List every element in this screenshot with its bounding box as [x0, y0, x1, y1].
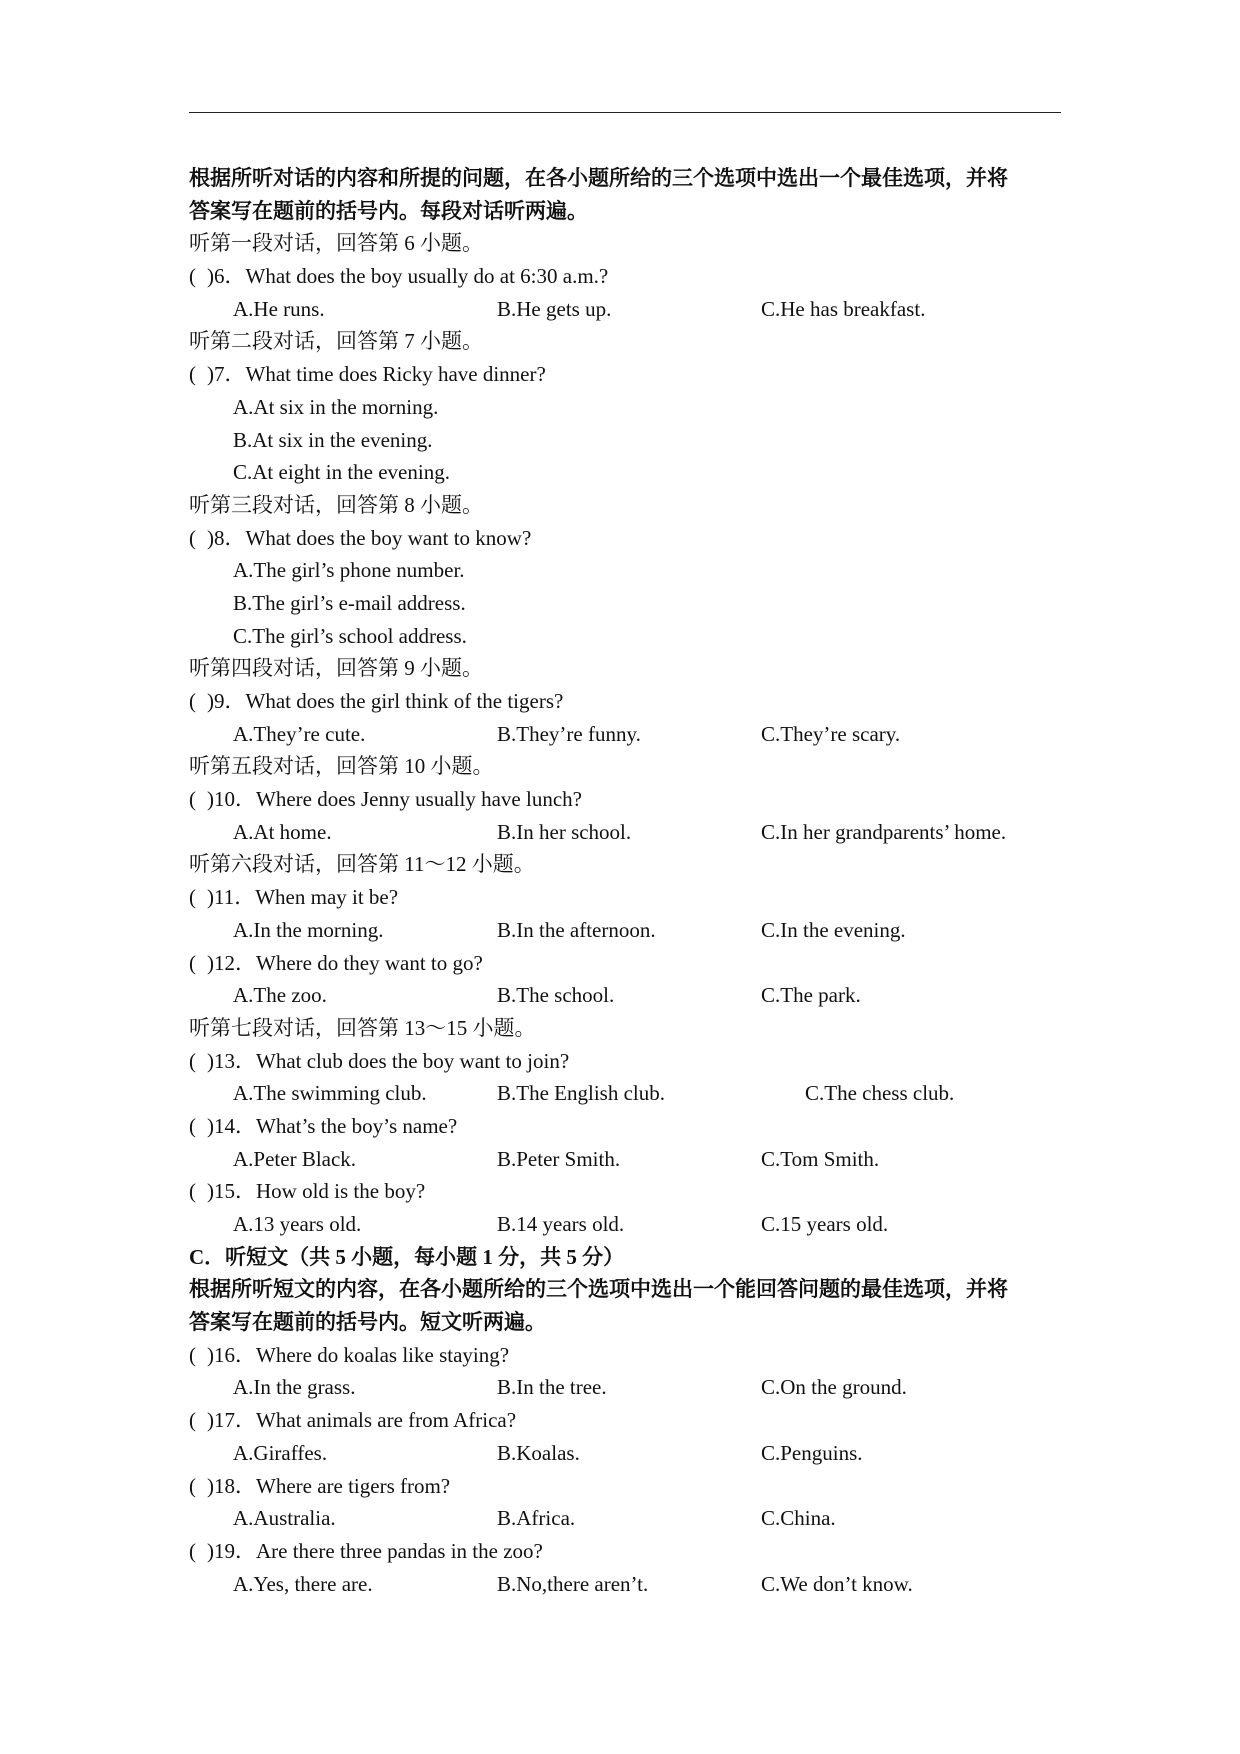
option-a: A.Yes, there are.: [233, 1571, 373, 1596]
answer-bracket[interactable]: (: [189, 362, 196, 387]
question-14: [189, 1110, 1069, 1143]
option-a: A.13 years old.: [233, 1212, 362, 1236]
option-c: C.In the evening.: [761, 917, 906, 942]
dialogue-heading: 听第六段对话，回答第 11～12 小题。: [189, 852, 535, 877]
option-b: B.They’re funny.: [497, 721, 641, 746]
option-b: B.Africa.: [497, 1506, 576, 1531]
options-row: [189, 816, 1069, 849]
option-c: C.The chess club.: [805, 1081, 955, 1106]
dialogue-heading: 听第七段对话，回答第 13～15 小题。: [189, 1015, 536, 1040]
option-c: C.On the ground.: [761, 1375, 907, 1400]
option-a: A.The swimming club.: [233, 1081, 427, 1106]
question-11: [189, 881, 1069, 914]
options-row: [189, 1568, 1069, 1601]
option-b: B.No,there aren’t.: [497, 1571, 649, 1596]
question-8: [189, 522, 1069, 555]
option-c: C.In her grandparents’ home.: [761, 819, 1007, 844]
instruction-line: 根据所听短文的内容，在各小题所给的三个选项中选出一个能回答问题的最佳选项，并将: [189, 1277, 1008, 1302]
option-b: B.In the afternoon.: [497, 917, 656, 942]
option-a: A.Peter Black.: [233, 1146, 357, 1171]
options-row: [189, 293, 1069, 326]
option-b: B.The girl’s e-mail address.: [233, 590, 466, 615]
question-12: [189, 947, 1069, 980]
option-a: A.Australia.: [233, 1506, 336, 1531]
header-rule: [189, 112, 1061, 113]
question-text: )15．How old is the boy?: [207, 1179, 426, 1204]
option-b: B.At six in the evening.: [233, 427, 433, 452]
answer-bracket[interactable]: (: [189, 950, 196, 975]
question-text: )11．When may it be?: [207, 885, 399, 910]
exam-content: [189, 162, 1069, 1600]
option-a: A.They’re cute.: [233, 721, 366, 746]
option-c: C.Penguins.: [761, 1440, 863, 1465]
question-text: )19．Are there three pandas in the zoo?: [207, 1538, 543, 1563]
question-7: [189, 358, 1069, 391]
option-a: A.Giraffes.: [233, 1440, 328, 1465]
answer-bracket[interactable]: (: [189, 1342, 196, 1367]
option-c: C.China.: [761, 1506, 836, 1531]
answer-bracket[interactable]: (: [189, 1408, 196, 1433]
dialogue-heading: 听第四段对话，回答第 9 小题。: [189, 656, 483, 681]
option-c: C.They’re scary.: [761, 721, 901, 746]
options-row: [189, 718, 1069, 751]
option-b: B.Koalas.: [497, 1440, 580, 1465]
option-a: A.The zoo.: [233, 983, 327, 1008]
question-text: )14．What’s the boy’s name?: [207, 1113, 458, 1138]
options-row: [189, 1502, 1069, 1535]
answer-bracket[interactable]: (: [189, 525, 196, 550]
answer-bracket[interactable]: (: [189, 689, 196, 713]
answer-bracket[interactable]: (: [189, 1179, 196, 1204]
options-row: [189, 914, 1069, 947]
answer-bracket[interactable]: (: [189, 264, 196, 289]
answer-bracket[interactable]: (: [189, 787, 196, 812]
answer-bracket[interactable]: (: [189, 1538, 196, 1563]
question-text: )16．Where do koalas like staying?: [207, 1342, 510, 1367]
option-c: C.The park.: [761, 983, 861, 1008]
answer-bracket[interactable]: (: [189, 1048, 196, 1073]
option-a: A.The girl’s phone number.: [233, 558, 465, 583]
question-10: [189, 783, 1069, 816]
option-c: C.He has breakfast.: [761, 296, 926, 321]
question-13: [189, 1045, 1069, 1078]
dialogue-heading: 听第二段对话，回答第 7 小题。: [189, 329, 483, 354]
dialogue-heading: 听第一段对话，回答第 6 小题。: [189, 231, 483, 256]
options-row: [189, 1077, 1069, 1110]
option-b: B.He gets up.: [497, 296, 612, 321]
option-b: B.In the tree.: [497, 1375, 607, 1400]
question-text: )18．Where are tigers from?: [207, 1473, 451, 1498]
option-b: B.In her school.: [497, 819, 632, 844]
options-row: [189, 1371, 1069, 1404]
question-16: [189, 1339, 1069, 1372]
instruction-line: 答案写在题前的括号内。短文听两遍。: [189, 1310, 546, 1335]
question-18: [189, 1470, 1069, 1503]
answer-bracket[interactable]: (: [189, 1113, 196, 1138]
option-c: C.15 years old.: [761, 1212, 889, 1236]
dialogue-heading: 听第五段对话，回答第 10 小题。: [189, 754, 494, 779]
question-text: )12．Where do they want to go?: [207, 950, 483, 975]
section-heading: C．听短文（共 5 小题，每小题 1 分，共 5 分）: [189, 1244, 625, 1269]
option-a: A.He runs.: [233, 296, 325, 321]
option-c: C.Tom Smith.: [761, 1146, 880, 1171]
options-row: [189, 1143, 1069, 1176]
instruction-line: 根据所听对话的内容和所提的问题，在各小题所给的三个选项中选出一个最佳选项，并将: [189, 166, 1008, 190]
options-row: [189, 1437, 1069, 1470]
question-text: )17．What animals are from Africa?: [207, 1408, 517, 1433]
option-b: B.14 years old.: [497, 1212, 625, 1236]
option-a: A.At six in the morning.: [233, 394, 439, 419]
question-text: )9．What does the girl think of the tigers?: [207, 689, 564, 713]
instruction-line: 答案写在题前的括号内。每段对话听两遍。: [189, 198, 588, 223]
question-9: [189, 685, 1069, 718]
option-b: B.The school.: [497, 983, 615, 1008]
option-a: A.In the morning.: [233, 917, 384, 942]
option-b: B.The English club.: [497, 1081, 665, 1106]
question-text: )6．What does the boy usually do at 6:30 a.m.?: [207, 264, 609, 289]
answer-bracket[interactable]: (: [189, 1473, 196, 1498]
question-17: [189, 1404, 1069, 1437]
question-6: [189, 260, 1069, 293]
question-text: )7．What time does Ricky have dinner?: [207, 362, 546, 387]
question-15: [189, 1175, 1069, 1208]
option-a: A.At home.: [233, 819, 332, 844]
question-text: )13．What club does the boy want to join?: [207, 1048, 570, 1073]
question-19: [189, 1535, 1069, 1568]
options-row: [189, 1208, 1069, 1241]
option-c: C.The girl’s school address.: [233, 623, 467, 648]
option-a: A.In the grass.: [233, 1375, 356, 1400]
question-text: )10．Where does Jenny usually have lunch?: [207, 787, 582, 812]
answer-bracket[interactable]: (: [189, 885, 196, 910]
option-b: B.Peter Smith.: [497, 1146, 621, 1171]
option-c: C.We don’t know.: [761, 1571, 913, 1596]
option-c: C.At eight in the evening.: [233, 460, 450, 485]
question-text: )8．What does the boy want to know?: [207, 525, 532, 550]
dialogue-heading: 听第三段对话，回答第 8 小题。: [189, 492, 483, 517]
options-row: [189, 979, 1069, 1012]
